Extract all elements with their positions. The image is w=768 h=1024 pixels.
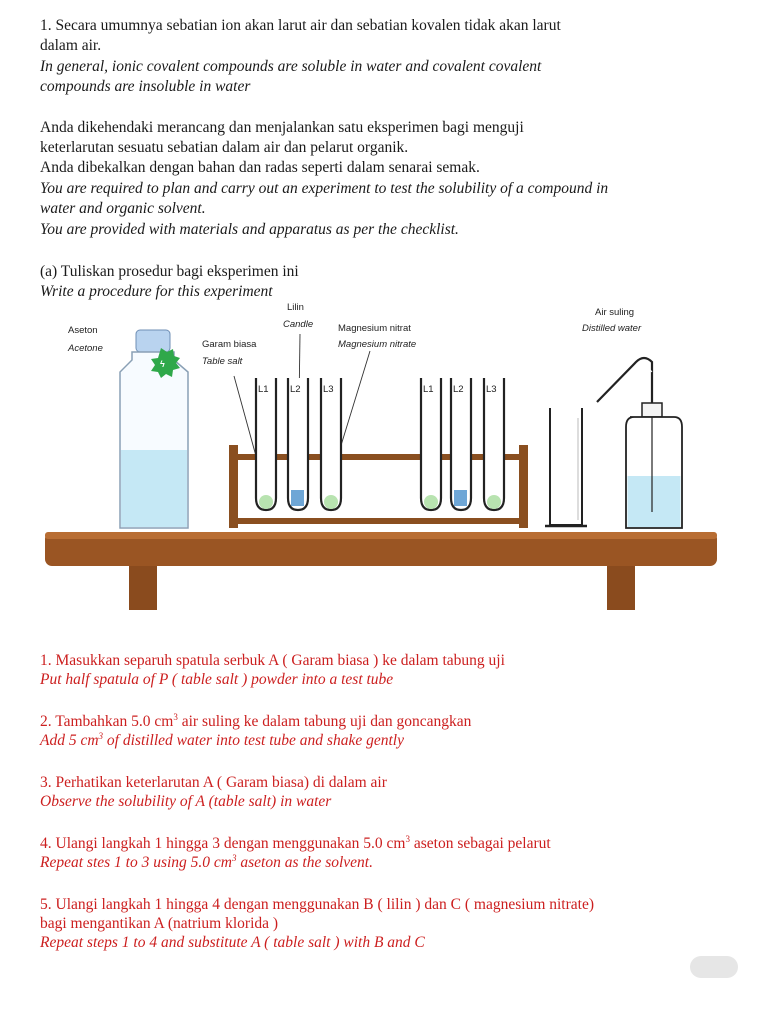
question-a-ms: (a) Tuliskan prosedur bagi eksperimen ini: [40, 263, 299, 280]
watermark-badge: [690, 956, 738, 978]
tube-label: L2: [453, 384, 464, 395]
step-4-en: Repeat stes 1 to 3 using 5.0 $cm^3$ aseton as the solvent.: [40, 852, 373, 871]
task-ms-2: keterlarutan sesuatu sebatian dalam air dan pelarut organik.: [40, 139, 409, 156]
step-5-ms-2: bagi mengantikan A (natrium klorida ): [40, 915, 279, 932]
water-label-ms: Air suling: [595, 307, 635, 318]
step-4-ms: 4. Ulangi langkah 1 hingga 3 dengan menggunakan 5.0 $cm^3$ aseton sebagai pelarut: [40, 833, 551, 852]
step-3-en: Observe the solubility of A (table salt) in water: [40, 793, 332, 810]
mg-label-en: Magnesium nitrate: [338, 339, 417, 350]
step-5-ms-1: 5. Ulangi langkah 1 hingga 4 dengan menggunakan B ( lilin ) dan C ( magnesium nitrate): [40, 896, 594, 913]
step-1-ms: 1. Masukkan separuh spatula serbuk A ( Garam biasa ) ke dalam tabung uji: [40, 652, 505, 669]
step-5-en: Repeat steps 1 to 4 and substitute A ( table salt ) with B and C: [40, 934, 425, 951]
task-ms-1: Anda dikehendaki merancang dan menjalankan satu eksperimen bagi menguji: [40, 119, 524, 136]
wooden-bench: [45, 532, 717, 610]
procedure-step-2: [40, 712, 740, 750]
task-en-3: You are provided with materials and apparatus as per the checklist.: [40, 221, 459, 238]
task-ms-3: Anda dibekalkan dengan bahan dan radas seperti dalam senarai semak.: [40, 159, 480, 176]
procedure-step-4: [40, 834, 740, 872]
task-en-1: You are required to plan and carry out an experiment to test the solubility of a compound in: [40, 180, 609, 197]
tube-label: L1: [423, 384, 434, 395]
tube-label: L3: [486, 384, 497, 395]
candle-label-ms: Lilin: [287, 302, 304, 313]
candle-label-en: Candle: [283, 319, 314, 330]
procedure-step-1: [40, 651, 740, 689]
task-en-2: water and organic solvent.: [40, 200, 206, 217]
acetone-bottle: [120, 330, 188, 528]
intro-line-2-en: compounds are insoluble in water: [40, 78, 251, 95]
tube-label: L2: [290, 384, 301, 395]
step-3-ms: 3. Perhatikan keterlarutan A ( Garam biasa) di dalam air: [40, 774, 387, 791]
intro-line-1-ms: 1. Secara umumnya sebatian ion akan larut air dan sebatian kovalen tidak akan larut: [40, 17, 561, 34]
bottle-logo: ϟ: [160, 359, 165, 369]
question-a-en: Write a procedure for this experiment: [40, 283, 273, 300]
procedure-step-3: [40, 773, 740, 811]
step-1-en: Put half spatula of P ( table salt ) powder into a test tube: [40, 671, 394, 688]
mg-label-ms: Magnesium nitrat: [338, 323, 411, 334]
measuring-cylinder: [545, 408, 587, 526]
salt-label-ms: Garam biasa: [202, 339, 257, 350]
step-2-en: Add 5 $cm^3$ of distilled water into test tube and shake gently: [40, 730, 404, 749]
salt-label-en: Table salt: [202, 356, 243, 367]
wash-bottle: [597, 358, 682, 528]
tube-label: L1: [258, 384, 269, 395]
acetone-label-ms: Aseton: [68, 325, 98, 336]
apparatus-diagram: [0, 300, 768, 630]
tube-label: L3: [323, 384, 334, 395]
intro-line-1-en: In general, ionic covalent compounds are soluble in water and covalent covalent: [40, 58, 542, 75]
step-2-ms: 2. Tambahkan 5.0 $cm^3$ air suling ke dalam tabung uji dan goncangkan: [40, 711, 472, 730]
water-label-en: Distilled water: [582, 323, 642, 334]
intro-line-2-ms: dalam air.: [40, 37, 102, 54]
procedure-step-5: [40, 895, 740, 952]
acetone-label-en: Acetone: [68, 343, 103, 354]
